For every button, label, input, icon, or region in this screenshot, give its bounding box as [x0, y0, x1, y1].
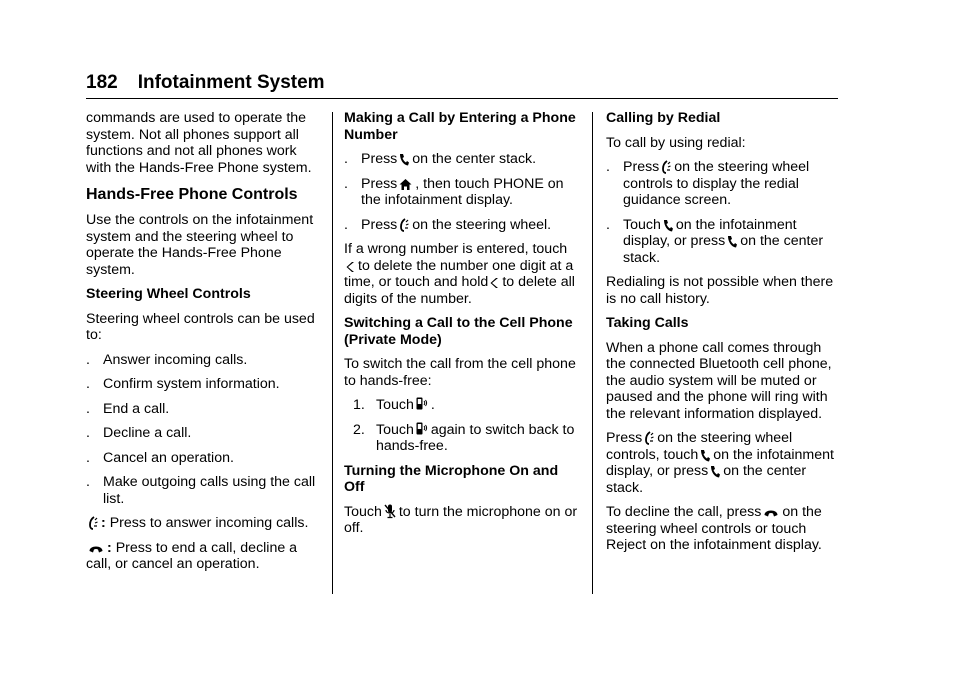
- home-icon: [399, 178, 412, 191]
- column-2: [344, 110, 580, 545]
- definition-push-to-talk: [86, 515, 322, 532]
- list-item: [86, 401, 322, 418]
- list-item-text: Press: [361, 216, 398, 233]
- list-item-text: Touch: [376, 421, 414, 438]
- page-title: Infotainment System: [137, 72, 325, 93]
- page-number: 182: [86, 72, 118, 93]
- list-item: [344, 397, 580, 414]
- intro-paragraph: commands are used to operate the system. Not all phones support all functions and not all phones work with the Hands-Free Phone system.: [86, 110, 312, 176]
- bullet-marker: .: [86, 400, 90, 417]
- list-item-text: Cancel an operation.: [103, 449, 234, 466]
- list-item: [606, 217, 842, 267]
- subheading: Switching a Call to the Cell Phone (Private Mode): [344, 315, 573, 348]
- end-call-icon: [763, 507, 779, 519]
- paragraph: [344, 504, 580, 537]
- subheading: Turning the Microphone On and Off: [344, 462, 559, 495]
- header-rule: [86, 98, 838, 99]
- text: on the infotainment display, or press: [606, 446, 834, 479]
- list-item: [86, 425, 322, 442]
- list-item: [344, 217, 580, 234]
- text: on the steering wheel controls, touch: [606, 430, 793, 463]
- list-item-text: , then touch PHONE on the infotainment display.: [361, 175, 564, 208]
- column-divider-1: [332, 112, 333, 594]
- bullet-marker: .: [86, 376, 90, 392]
- subheading: Calling by Redial: [606, 110, 721, 126]
- phone-icon: [399, 153, 409, 166]
- text: Touch: [344, 503, 382, 520]
- list-item-text: End a call.: [103, 400, 170, 417]
- phone-icon: [710, 465, 720, 478]
- backspace-icon: [346, 261, 355, 273]
- push-to-talk-icon: [399, 218, 409, 232]
- list-item-text: on the steering wheel controls to display the redial guidance screen.: [623, 159, 810, 208]
- bullet-marker: .: [344, 175, 348, 192]
- list-item-text: Touch: [376, 397, 414, 413]
- page-header: [86, 72, 325, 94]
- text: to turn the microphone on or off.: [344, 503, 578, 536]
- bullet-marker: .: [344, 216, 348, 233]
- definition-end-call: [86, 540, 322, 573]
- paragraph: Use the controls on the infotainment system and the steering wheel to operate the Hands-Free Phone system.: [86, 212, 314, 278]
- definition-text: Press to answer incoming calls.: [109, 515, 309, 531]
- push-to-talk-icon: [88, 516, 98, 530]
- bullet-marker: .: [606, 159, 610, 175]
- list-item: [86, 352, 322, 369]
- text: To decline the call, press: [606, 504, 762, 520]
- definition-separator: :: [101, 515, 106, 531]
- list-item: [344, 422, 580, 455]
- phone-icon: [700, 449, 710, 462]
- list-item-text: Press: [361, 175, 398, 192]
- text: to delete all digits of the number.: [344, 274, 575, 307]
- list-item-text: Confirm system information.: [103, 376, 280, 392]
- subheading: Making a Call by Entering a Phone Number: [344, 110, 576, 143]
- paragraph: [606, 504, 842, 554]
- text: If a wrong number is entered, touch: [344, 241, 568, 257]
- column-3: [606, 110, 842, 562]
- paragraph: To call by using redial:: [606, 134, 746, 151]
- list-item-text: Decline a call.: [103, 425, 192, 441]
- step-number: 1.: [353, 397, 365, 413]
- text: on the center stack.: [606, 463, 807, 496]
- bullet-marker: .: [86, 351, 90, 368]
- subheading: Taking Calls: [606, 315, 689, 331]
- list-item-text: Make outgoing calls using the call list.: [103, 474, 316, 507]
- bullet-marker: .: [606, 216, 610, 233]
- list-item: [606, 159, 842, 209]
- list-item: [344, 151, 580, 168]
- phone-icon: [663, 219, 673, 232]
- paragraph: When a phone call comes through the connected Bluetooth cell phone, the audio system will be muted or paused and the phone will ring with the relevant information displayed.: [606, 339, 832, 422]
- list-item-text: Press: [623, 159, 660, 175]
- list-item-text: on the center stack.: [412, 151, 537, 167]
- bullet-marker: .: [344, 151, 348, 167]
- text: Press: [606, 430, 643, 446]
- list-item: [86, 450, 322, 467]
- bullet-marker: .: [86, 449, 90, 466]
- list-item: [344, 176, 580, 209]
- column-1: [86, 110, 322, 581]
- list-item-text: on the infotainment display, or press: [623, 216, 797, 249]
- list-item-text: .: [430, 397, 435, 413]
- backspace-icon: [490, 277, 499, 289]
- end-call-icon: [88, 543, 104, 555]
- paragraph: Redialing is not possible when there is no call history.: [606, 274, 834, 307]
- microphone-mute-icon: [384, 504, 396, 519]
- list-item-text: on the center stack.: [623, 233, 824, 266]
- step-number: 2.: [353, 421, 365, 438]
- handset-audio-icon: [416, 397, 428, 412]
- list-item-text: on the steering wheel.: [412, 216, 552, 233]
- list-item-text: again to switch back to hands-free.: [376, 421, 575, 454]
- paragraph: To switch the call from the cell phone to hands-free:: [344, 356, 576, 389]
- handset-audio-icon: [416, 422, 428, 437]
- paragraph: Steering wheel controls can be used to:: [86, 310, 315, 343]
- list-item: [86, 474, 322, 507]
- definition-text: Press to end a call, decline a call, or cancel an operation.: [86, 539, 298, 572]
- push-to-talk-icon: [661, 160, 671, 174]
- list-item-text: Press: [361, 151, 398, 167]
- definition-separator: :: [107, 539, 112, 556]
- bullet-marker: .: [86, 425, 90, 441]
- text: on the steering wheel controls or touch Reject on the infotainment display.: [606, 504, 822, 553]
- paragraph: [606, 430, 842, 496]
- column-divider-2: [592, 112, 593, 594]
- text: to delete the number one digit at a time, or touch and hold: [344, 257, 574, 290]
- paragraph: [344, 241, 580, 307]
- bullet-marker: .: [86, 474, 90, 490]
- phone-icon: [727, 235, 737, 248]
- push-to-talk-icon: [644, 431, 654, 445]
- list-item: [86, 376, 322, 393]
- section-heading: Hands-Free Phone Controls: [86, 186, 298, 203]
- subheading: Steering Wheel Controls: [86, 286, 251, 302]
- list-item-text: Answer incoming calls.: [103, 351, 248, 368]
- list-item-text: Touch: [623, 216, 661, 233]
